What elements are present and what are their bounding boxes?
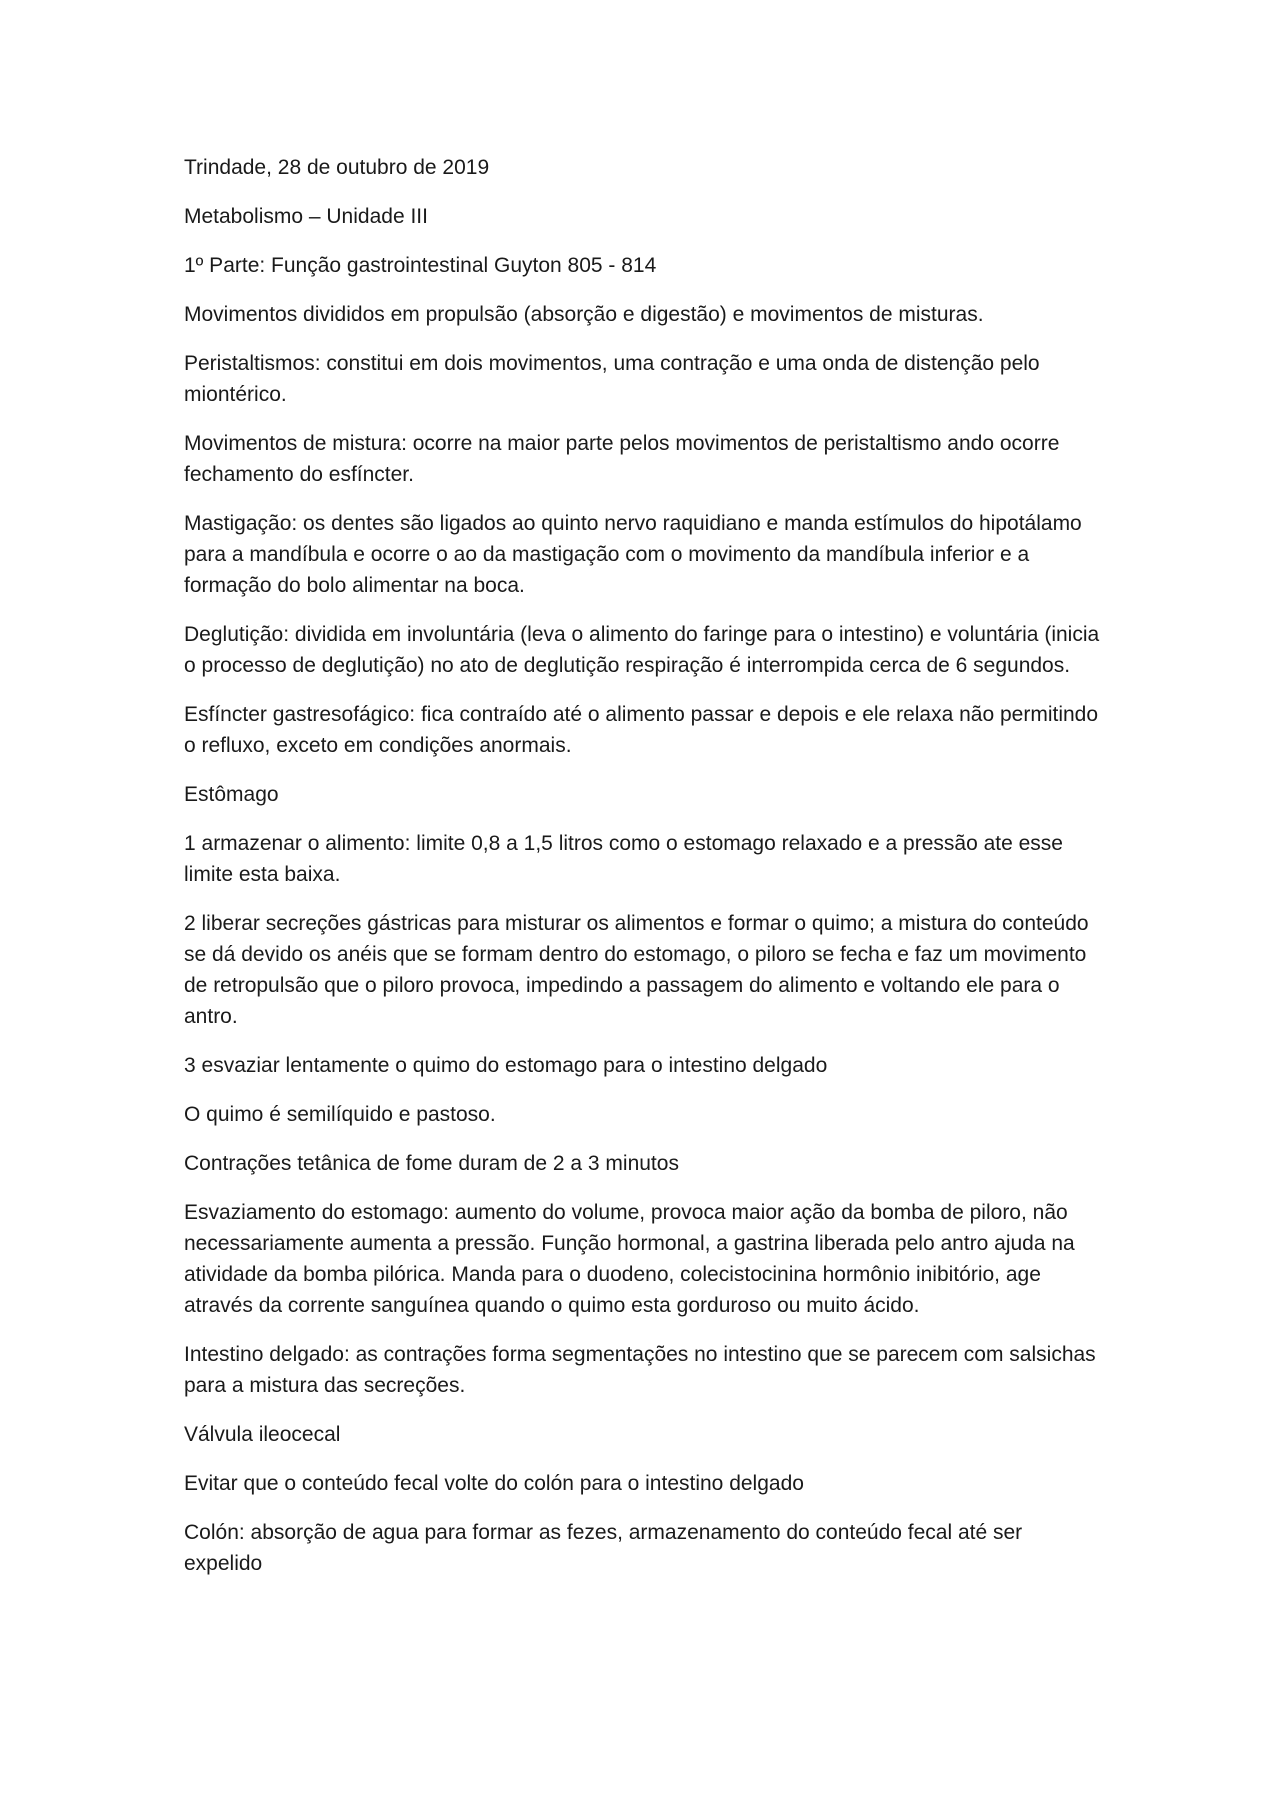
heading-ileocecal-valve: Válvula ileocecal [184,1423,341,1446]
paragraph-gastric-emptying: Esvaziamento do estomago: aumento do volume, provoca maior ação da bomba de piloro, não necessariamente aumenta a pressão. Função hormonal, a gastrina liberada pelo antro ajuda na atividade da bomba pilórica. Manda para o duodeno, colecistocinina hormônio inibitório, age através da corrente sanguínea quando o quimo esta gorduroso ou muito ácido. [184,1201,1075,1317]
paragraph-deglutition: Deglutição: dividida em involuntária (leva o alimento do faringe para o intestino) e voluntária (inicia o processo de deglutição) no ato de deglutição respiração é interrompida cerca de 6 segundos. [184,623,1100,677]
paragraph-colon: Colón: absorção de agua para formar as fezes, armazenamento do conteúdo fecal até ser expelido [184,1521,1023,1575]
paragraph-mixing: Movimentos de mistura: ocorre na maior parte pelos movimentos de peristaltismo ando ocorre fechamento do esfíncter. [184,432,1060,486]
paragraph-peristalsis: Peristaltismos: constitui em dois movimentos, uma contração e uma onda de distenção pelo miontérico. [184,352,1040,406]
date-line: Trindade, 28 de outubro de 2019 [184,156,490,179]
paragraph-mastication: Mastigação: os dentes são ligados ao quinto nervo raquidiano e manda estímulos do hipotálamo para a mandíbula e ocorre o ao da mastigação com o movimento da mandíbula inferior e a formação do bolo alimentar na boca. [184,512,1082,597]
heading-stomach: Estômago [184,783,279,806]
document-body [184,152,1104,1597]
paragraph-stomach-1: 1 armazenar o alimento: limite 0,8 a 1,5 litros como o estomago relaxado e a pressão ate esse limite esta baixa. [184,832,1063,886]
paragraph-chyme: O quimo é semilíquido e pastoso. [184,1103,496,1126]
course-title: Metabolismo – Unidade III [184,205,428,228]
paragraph-small-intestine: Intestino delgado: as contrações forma segmentações no intestino que se parecem com salsichas para a mistura das secreções. [184,1343,1096,1397]
paragraph-sphincter: Esfíncter gastresofágico: fica contraído até o alimento passar e depois e ele relaxa não permitindo o refluxo, exceto em condições anormais. [184,703,1099,757]
part-heading: 1º Parte: Função gastrointestinal Guyton 805 - 814 [184,254,657,277]
paragraph-stomach-3: 3 esvaziar lentamente o quimo do estomago para o intestino delgado [184,1054,828,1077]
paragraph-ileocecal-function: Evitar que o conteúdo fecal volte do colón para o intestino delgado [184,1472,804,1495]
paragraph-hunger-contractions: Contrações tetânica de fome duram de 2 a 3 minutos [184,1152,679,1175]
paragraph-stomach-2: 2 liberar secreções gástricas para misturar os alimentos e formar o quimo; a mistura do conteúdo se dá devido os anéis que se formam dentro do estomago, o piloro se fecha e faz um movimento de retropulsão que o piloro provoca, impedindo a passagem do alimento e voltando ele para o antro. [184,912,1089,1028]
paragraph-movements: Movimentos divididos em propulsão (absorção e digestão) e movimentos de misturas. [184,303,984,326]
